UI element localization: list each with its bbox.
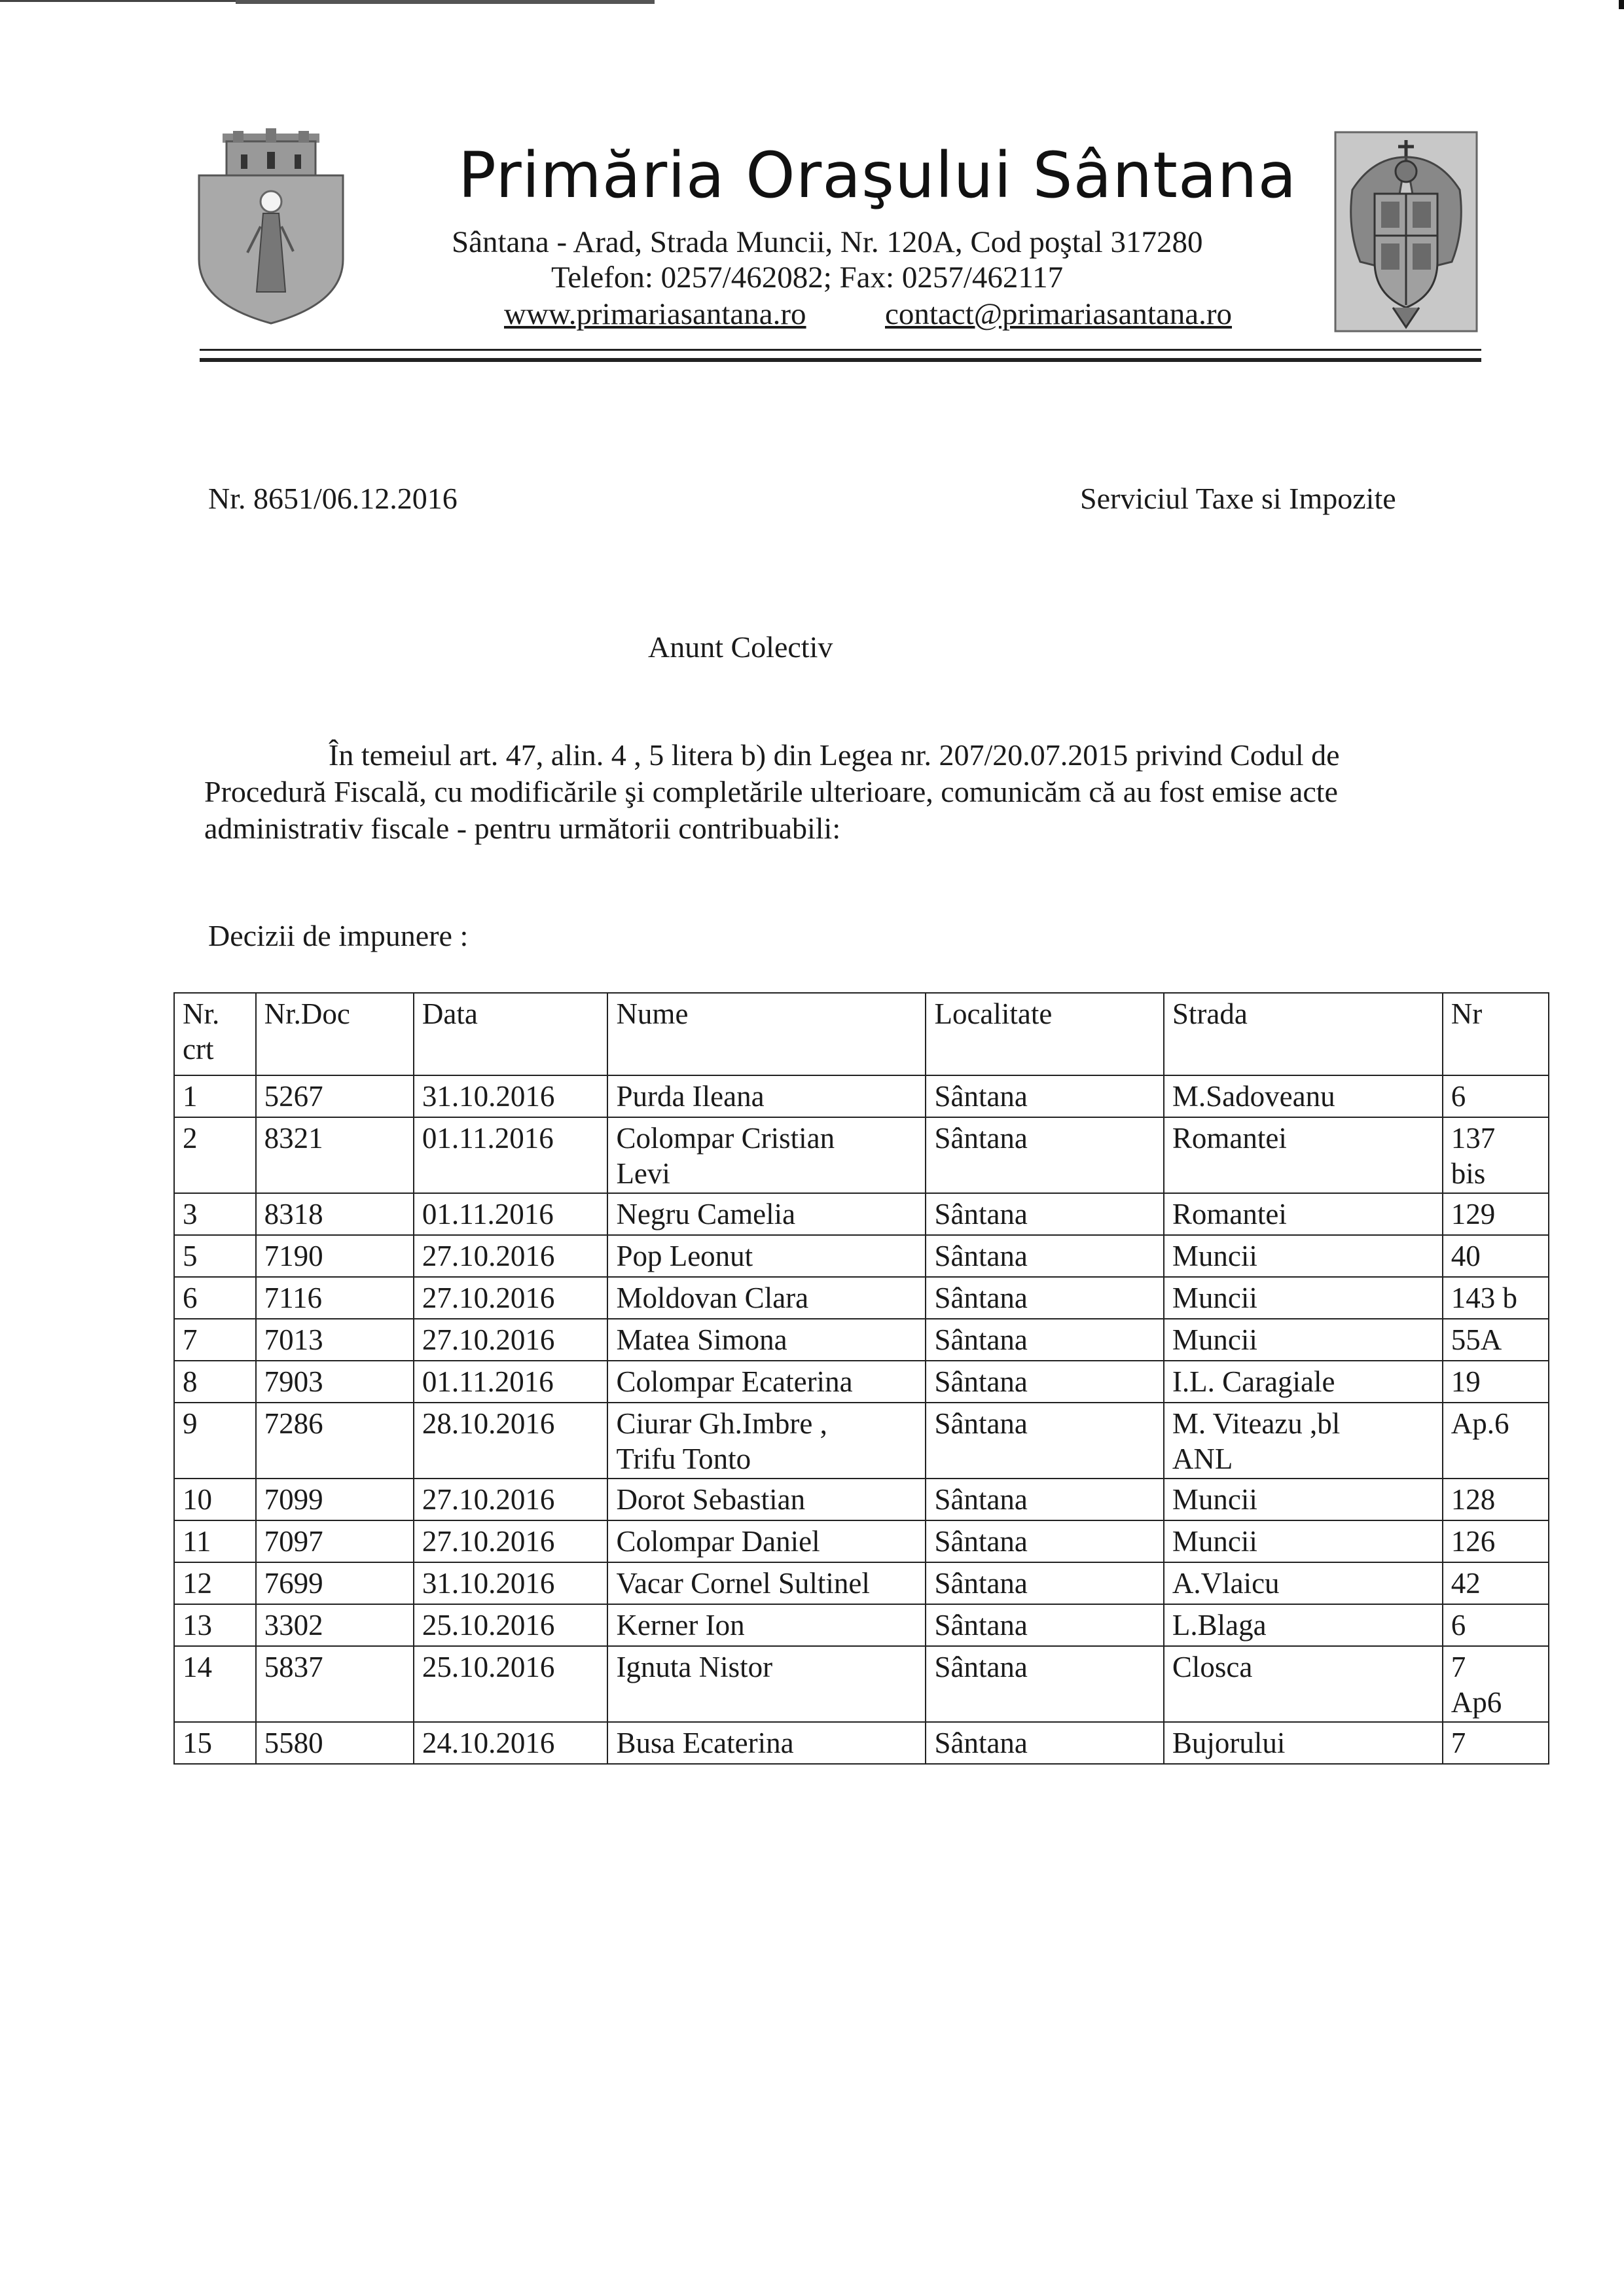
cell-nr-crt: 8 [174, 1361, 256, 1403]
cell-localitate: Sântana [926, 1193, 1163, 1235]
cell-nr: 7 [1443, 1722, 1549, 1764]
cell-data: 01.11.2016 [414, 1361, 608, 1403]
cell-nr-crt: 12 [174, 1562, 256, 1604]
cell-nr-crt: 3 [174, 1193, 256, 1235]
cell-localitate: Sântana [926, 1319, 1163, 1361]
cell-localitate: Sântana [926, 1277, 1163, 1319]
table-row [174, 1277, 1549, 1319]
cell-nume: Ignuta Nistor [607, 1646, 926, 1722]
cell-nume: Matea Simona [607, 1319, 926, 1361]
column-header-localitate: Localitate [926, 993, 1163, 1075]
table-row [174, 1193, 1549, 1235]
scan-mark [1619, 0, 1624, 9]
cell-localitate: Sântana [926, 1235, 1163, 1277]
cell-localitate: Sântana [926, 1520, 1163, 1562]
body-line: În temeiul art. 47, alin. 4 , 5 litera b) din Legea nr. 207/20.07.2015 privind Codul de [329, 738, 1340, 772]
column-header-nr-crt: Nr. crt [174, 993, 256, 1075]
cell-strada: A.Vlaicu [1164, 1562, 1443, 1604]
cell-data: 31.10.2016 [414, 1075, 608, 1117]
cell-nr-doc: 8321 [256, 1117, 414, 1193]
header-divider [200, 358, 1481, 362]
cell-nr-doc: 7286 [256, 1403, 414, 1479]
cell-localitate: Sântana [926, 1604, 1163, 1646]
header-divider [200, 349, 1481, 351]
cell-nr: 19 [1443, 1361, 1549, 1403]
cell-data: 01.11.2016 [414, 1193, 608, 1235]
cell-nr: 128 [1443, 1479, 1549, 1520]
cell-localitate: Sântana [926, 1479, 1163, 1520]
scan-edge-line [236, 0, 655, 4]
cell-strada: Muncii [1164, 1520, 1443, 1562]
cell-nume: Moldovan Clara [607, 1277, 926, 1319]
cell-nr-doc: 5580 [256, 1722, 414, 1764]
column-header-nr-doc: Nr.Doc [256, 993, 414, 1075]
institution-website-link[interactable]: www.primariasantana.ro [504, 297, 806, 331]
table-row [174, 1361, 1549, 1403]
department-name: Serviciul Taxe si Impozite [1080, 482, 1396, 515]
cell-localitate: Sântana [926, 1722, 1163, 1764]
cell-nr-crt: 11 [174, 1520, 256, 1562]
cell-localitate: Sântana [926, 1646, 1163, 1722]
table-row [174, 1646, 1549, 1722]
table-row [174, 1479, 1549, 1520]
cell-strada: Romantei [1164, 1193, 1443, 1235]
cell-nr: Ap.6 [1443, 1403, 1549, 1479]
table-body [174, 1075, 1549, 1764]
column-header-data: Data [414, 993, 608, 1075]
table-row [174, 1562, 1549, 1604]
cell-strada: Muncii [1164, 1479, 1443, 1520]
cell-data: 27.10.2016 [414, 1319, 608, 1361]
cell-nr-doc: 7097 [256, 1520, 414, 1562]
cell-nr-crt: 15 [174, 1722, 256, 1764]
cell-nume: Purda Ileana [607, 1075, 926, 1117]
santana-coat-of-arms-icon [195, 128, 347, 325]
cell-nr: 6 [1443, 1075, 1549, 1117]
cell-nume: Colompar Daniel [607, 1520, 926, 1562]
table-header-row [174, 993, 1549, 1075]
table-row [174, 1520, 1549, 1562]
cell-strada: Muncii [1164, 1319, 1443, 1361]
institution-address: Sântana - Arad, Strada Muncii, Nr. 120A, Cod poştal 317280 [452, 225, 1203, 259]
section-label: Decizii de impunere : [208, 919, 469, 952]
table-row [174, 1235, 1549, 1277]
cell-nr-doc: 7903 [256, 1361, 414, 1403]
cell-nr: 126 [1443, 1520, 1549, 1562]
cell-nume: Kerner Ion [607, 1604, 926, 1646]
institution-phone-fax: Telefon: 0257/462082; Fax: 0257/462117 [551, 260, 1064, 295]
cell-data: 27.10.2016 [414, 1520, 608, 1562]
cell-nr: 7 Ap6 [1443, 1646, 1549, 1722]
cell-data: 27.10.2016 [414, 1235, 608, 1277]
cell-data: 25.10.2016 [414, 1646, 608, 1722]
cell-nr-crt: 14 [174, 1646, 256, 1722]
cell-nr-crt: 9 [174, 1403, 256, 1479]
cell-strada: Muncii [1164, 1235, 1443, 1277]
cell-nume: Dorot Sebastian [607, 1479, 926, 1520]
cell-data: 28.10.2016 [414, 1403, 608, 1479]
romania-coat-of-arms-icon [1334, 131, 1478, 332]
cell-nr-doc: 8318 [256, 1193, 414, 1235]
cell-nr-doc: 7190 [256, 1235, 414, 1277]
column-header-nume: Nume [607, 993, 926, 1075]
cell-nr: 40 [1443, 1235, 1549, 1277]
cell-strada: Muncii [1164, 1277, 1443, 1319]
table-row [174, 1117, 1549, 1193]
body-line: administrativ fiscale - pentru următorii contribuabili: [204, 812, 841, 845]
cell-nr-crt: 6 [174, 1277, 256, 1319]
table-row [174, 1075, 1549, 1117]
cell-data: 24.10.2016 [414, 1722, 608, 1764]
cell-nr: 143 b [1443, 1277, 1549, 1319]
cell-nume: Vacar Cornel Sultinel [607, 1562, 926, 1604]
cell-strada: Bujorului [1164, 1722, 1443, 1764]
cell-nume: Busa Ecaterina [607, 1722, 926, 1764]
cell-data: 27.10.2016 [414, 1277, 608, 1319]
cell-nr: 129 [1443, 1193, 1549, 1235]
decisions-table [173, 992, 1549, 1765]
table-row [174, 1722, 1549, 1764]
document-title: Anunt Colectiv [648, 630, 833, 664]
cell-nr-crt: 5 [174, 1235, 256, 1277]
cell-data: 01.11.2016 [414, 1117, 608, 1193]
cell-nume: Negru Camelia [607, 1193, 926, 1235]
cell-strada: M. Viteazu ,bl ANL [1164, 1403, 1443, 1479]
institution-title: Primăria Oraşului Sântana [458, 139, 1297, 212]
cell-nr: 137 bis [1443, 1117, 1549, 1193]
cell-nr-doc: 3302 [256, 1604, 414, 1646]
document-body [204, 737, 1461, 847]
institution-email-link[interactable]: contact@primariasantana.ro [885, 297, 1233, 331]
cell-nr-crt: 13 [174, 1604, 256, 1646]
cell-strada: M.Sadoveanu [1164, 1075, 1443, 1117]
cell-nume: Ciurar Gh.Imbre , Trifu Tonto [607, 1403, 926, 1479]
table-row [174, 1319, 1549, 1361]
cell-nr-doc: 7699 [256, 1562, 414, 1604]
cell-data: 25.10.2016 [414, 1604, 608, 1646]
table-row [174, 1604, 1549, 1646]
cell-nr-doc: 7116 [256, 1277, 414, 1319]
cell-nr-crt: 7 [174, 1319, 256, 1361]
cell-nr: 55A [1443, 1319, 1549, 1361]
cell-localitate: Sântana [926, 1361, 1163, 1403]
cell-nr: 42 [1443, 1562, 1549, 1604]
cell-nr-crt: 1 [174, 1075, 256, 1117]
cell-localitate: Sântana [926, 1403, 1163, 1479]
cell-nume: Colompar Cristian Levi [607, 1117, 926, 1193]
table-row [174, 1403, 1549, 1479]
cell-strada: I.L. Caragiale [1164, 1361, 1443, 1403]
cell-nr-doc: 7013 [256, 1319, 414, 1361]
document-number: Nr. 8651/06.12.2016 [208, 482, 458, 515]
cell-nr-crt: 10 [174, 1479, 256, 1520]
cell-nr: 6 [1443, 1604, 1549, 1646]
cell-localitate: Sântana [926, 1117, 1163, 1193]
cell-strada: L.Blaga [1164, 1604, 1443, 1646]
cell-data: 27.10.2016 [414, 1479, 608, 1520]
cell-localitate: Sântana [926, 1562, 1163, 1604]
cell-nume: Pop Leonut [607, 1235, 926, 1277]
cell-strada: Romantei [1164, 1117, 1443, 1193]
cell-nr-doc: 5267 [256, 1075, 414, 1117]
body-line: Procedură Fiscală, cu modificările şi completările ulterioare, comunicăm că au fost emise acte [204, 775, 1338, 808]
cell-localitate: Sântana [926, 1075, 1163, 1117]
column-header-strada: Strada [1164, 993, 1443, 1075]
cell-nr-crt: 2 [174, 1117, 256, 1193]
cell-data: 31.10.2016 [414, 1562, 608, 1604]
column-header-nr: Nr [1443, 993, 1549, 1075]
cell-strada: Closca [1164, 1646, 1443, 1722]
cell-nr-doc: 5837 [256, 1646, 414, 1722]
cell-nume: Colompar Ecaterina [607, 1361, 926, 1403]
cell-nr-doc: 7099 [256, 1479, 414, 1520]
